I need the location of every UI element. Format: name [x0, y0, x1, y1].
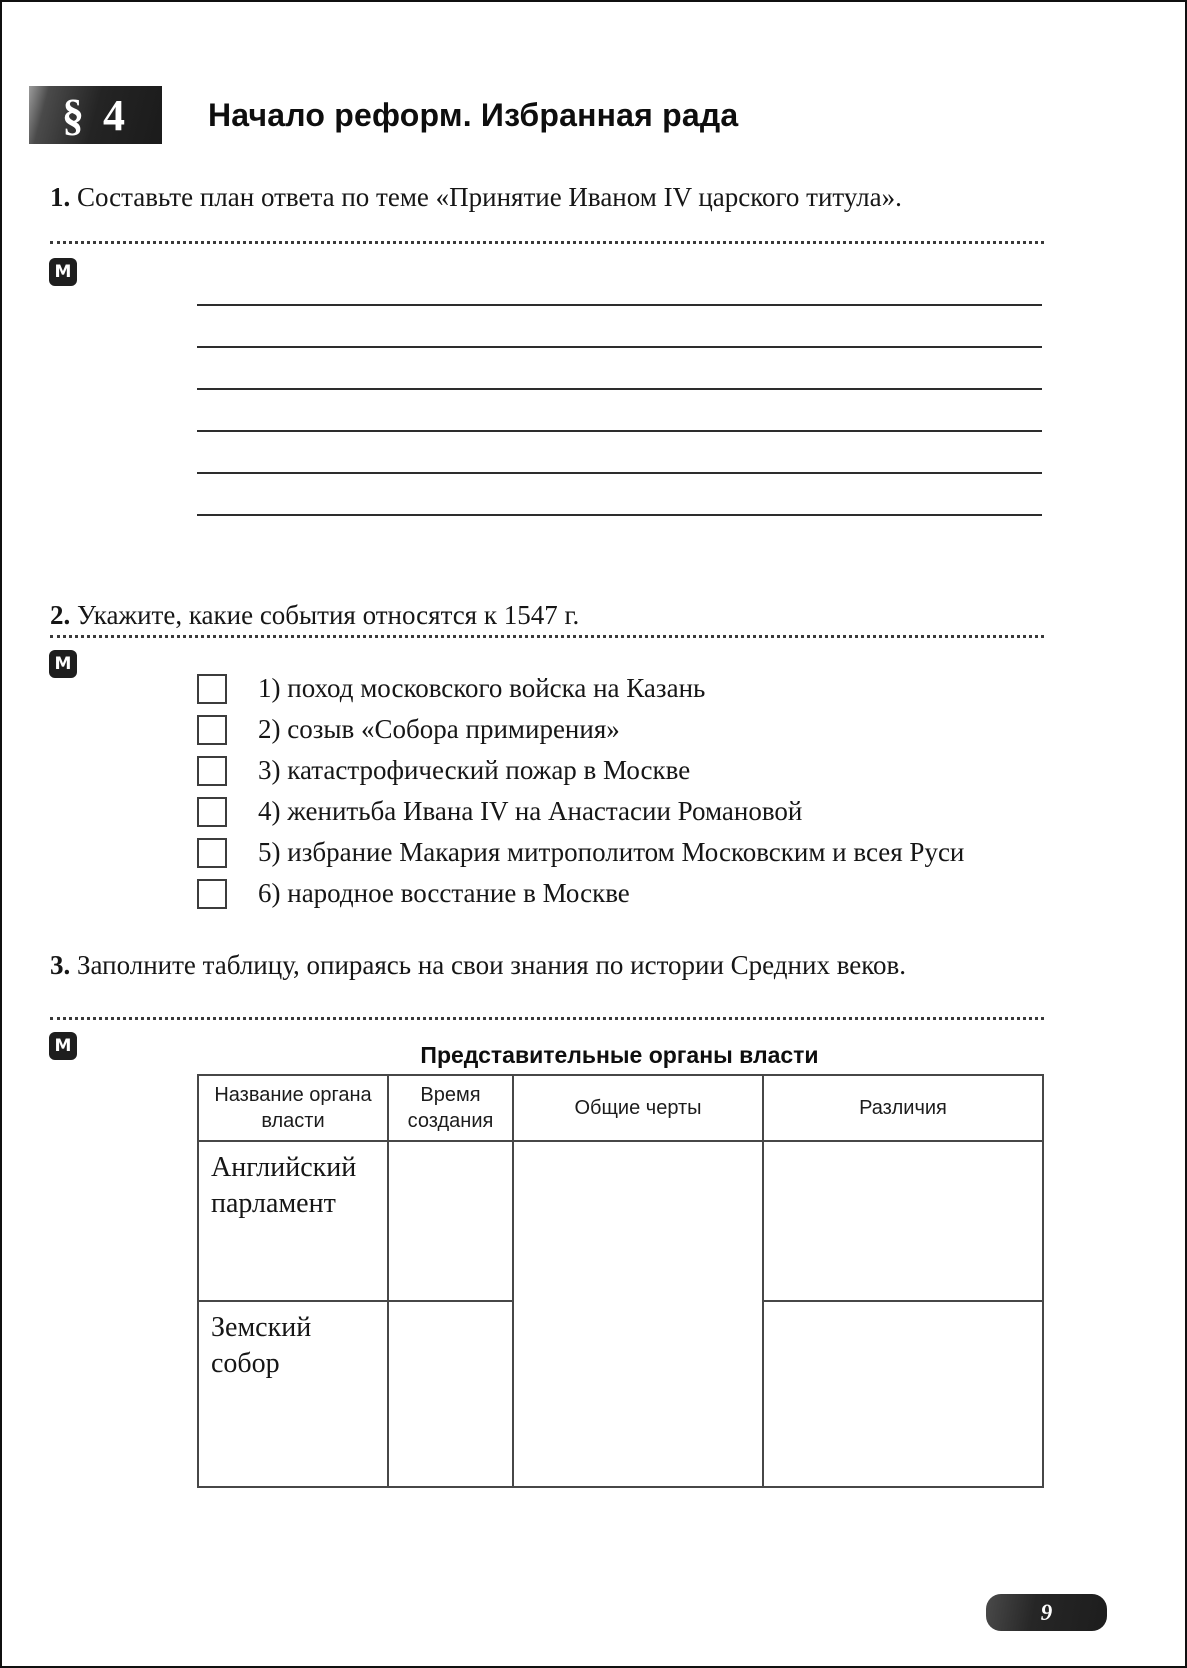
task-3-text	[50, 948, 1044, 984]
option-label: 4) женитьба Ивана IV на Анастасии Романовой	[258, 796, 803, 826]
task-1-number: 1.	[50, 182, 71, 212]
writing-line[interactable]	[197, 348, 1042, 390]
method-marker-icon: М	[49, 1032, 77, 1060]
row-label-zemsky-sobor: Земский собор	[198, 1301, 388, 1487]
option-label: 2) созыв «Собора примирения»	[258, 714, 620, 744]
task-2-body: Укажите, какие события относятся к 1547 г.	[77, 600, 580, 630]
option-label: 1) поход московского войска на Казань	[258, 673, 706, 703]
option-label: 3) катастрофический пожар в Москве	[258, 755, 691, 785]
writing-line[interactable]	[197, 264, 1042, 306]
option-row	[197, 791, 1067, 832]
task-2-options	[197, 668, 1067, 914]
representative-bodies-table	[197, 1074, 1044, 1488]
task-3-body: Заполните таблицу, опираясь на свои знания по истории Средних веков.	[77, 950, 907, 980]
page-title: Начало реформ. Избранная рада	[208, 96, 739, 133]
section-number-badge: § 4	[29, 86, 162, 144]
page-number-badge	[986, 1594, 1107, 1631]
checkbox-option-2[interactable]	[197, 715, 227, 745]
task-1-text	[50, 180, 1044, 216]
option-row	[197, 832, 1067, 873]
table-row	[198, 1141, 1043, 1301]
task-1-body: Составьте план ответа по теме «Принятие Иваном IV царского титула».	[77, 182, 902, 212]
row-label-english-parliament: Английский парламент	[198, 1141, 388, 1301]
col-header-time: Время создания	[388, 1075, 513, 1141]
checkbox-option-6[interactable]	[197, 879, 227, 909]
answer-cell-differences-1[interactable]	[763, 1141, 1043, 1301]
page-number: 9	[1040, 1599, 1053, 1625]
checkbox-option-1[interactable]	[197, 674, 227, 704]
writing-line[interactable]	[197, 474, 1042, 516]
option-label: 5) избрание Макария митрополитом Московским и всея Руси	[258, 837, 965, 867]
task-3-number: 3.	[50, 950, 71, 980]
checkbox-option-4[interactable]	[197, 797, 227, 827]
table-header-row	[198, 1075, 1043, 1141]
table-title: Представительные органы власти	[420, 1042, 819, 1068]
writing-line[interactable]	[197, 306, 1042, 348]
answer-cell-time-2[interactable]	[388, 1301, 513, 1487]
col-header-differences: Различия	[763, 1075, 1043, 1141]
option-row	[197, 668, 1067, 709]
answer-cell-common[interactable]	[513, 1141, 763, 1487]
answer-cell-time-1[interactable]	[388, 1141, 513, 1301]
option-row	[197, 873, 1067, 914]
writing-line[interactable]	[197, 390, 1042, 432]
method-marker-icon: М	[49, 650, 77, 678]
col-header-common: Общие черты	[513, 1075, 763, 1141]
task-2-number: 2.	[50, 600, 71, 630]
page-header	[29, 86, 738, 144]
checkbox-option-3[interactable]	[197, 756, 227, 786]
col-header-name: Название органа власти	[198, 1075, 388, 1141]
checkbox-option-5[interactable]	[197, 838, 227, 868]
dotted-separator-1	[50, 234, 1044, 244]
option-row	[197, 709, 1067, 750]
option-row	[197, 750, 1067, 791]
writing-line[interactable]	[197, 432, 1042, 474]
dotted-separator-2	[50, 628, 1044, 638]
option-label: 6) народное восстание в Москве	[258, 878, 630, 908]
dotted-separator-3	[50, 1010, 1044, 1020]
method-marker-icon: М	[49, 258, 77, 286]
writing-lines-block	[197, 264, 1042, 516]
answer-cell-differences-2[interactable]	[763, 1301, 1043, 1487]
